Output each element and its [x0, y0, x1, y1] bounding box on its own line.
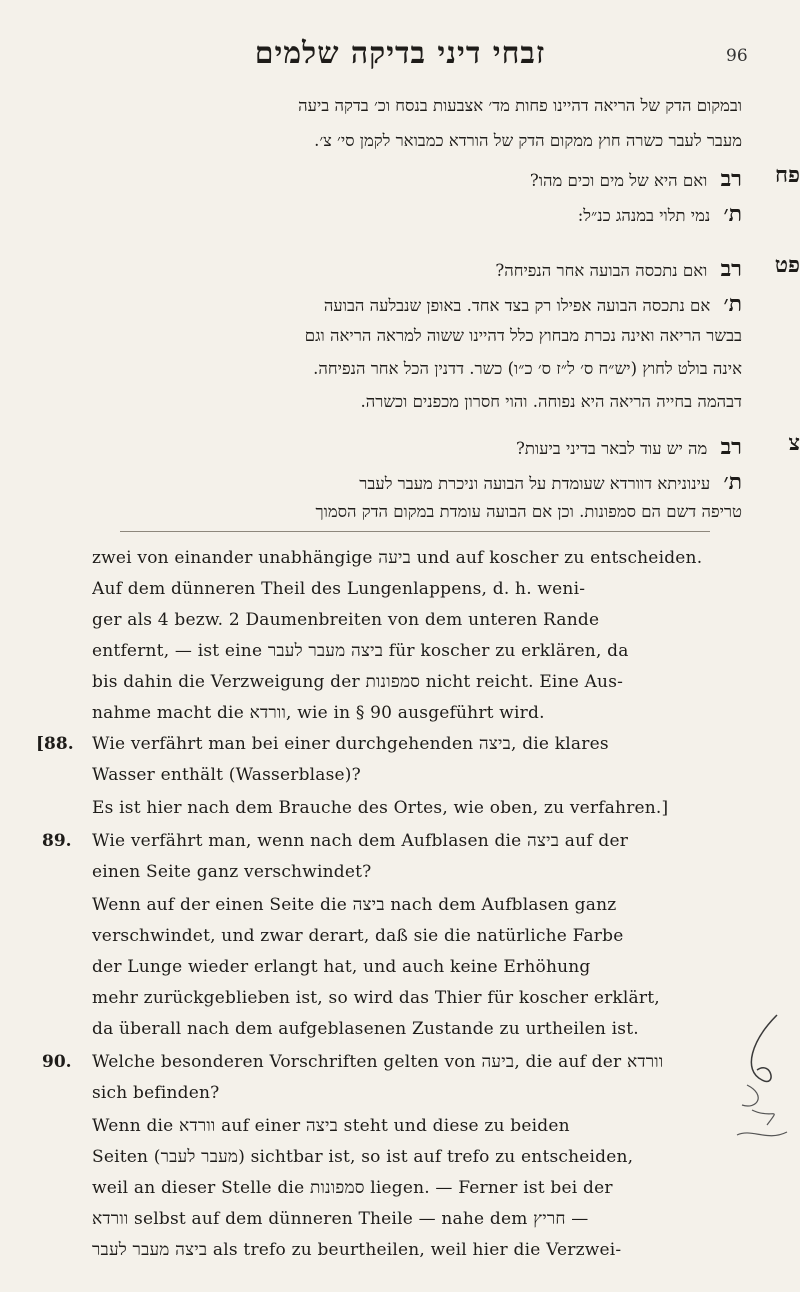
- german-line: Wenn auf der einen Seite die ביצה nach dem Aufblasen ganz: [92, 895, 617, 915]
- hebrew-line-text: דבהמה בחייה הריאה היא נפוחה. והוי חסרון מכפנים וכשרה.: [360, 392, 742, 411]
- answer-lead: ת׳: [723, 201, 742, 227]
- answer-lead: ת׳: [723, 469, 742, 495]
- hebrew-line: [82, 252, 800, 282]
- german-line: nahme macht die וורדא, wie in § 90 ausgeführt wird.: [92, 703, 545, 723]
- german-line: Wasser enthält (Wasserblase)?: [92, 765, 361, 785]
- german-line: Seiten (מעבר לעבר) sichtbar ist, so ist auf trefo zu entscheiden,: [92, 1147, 634, 1167]
- hebrew-line: [82, 162, 800, 192]
- hebrew-line: [82, 502, 742, 522]
- german-line: einen Seite ganz verschwindet?: [92, 862, 372, 882]
- hebrew-line-text: טריפה דשם הם סמפונות. וכן אם הבועה עומדת במקום הדק הסמוך: [315, 502, 742, 521]
- hebrew-line: [82, 201, 742, 227]
- hebrew-line-text: מעבר לעבר כשרה חוץ ממקום הדק של הורדא כמבואר לקמן סי׳ צ׳.: [314, 131, 742, 150]
- page-header: [0, 30, 800, 80]
- german-line: Auf dem dünneren Theil des Lungenlappens, d. h. weni-: [92, 579, 586, 599]
- hebrew-line: [82, 131, 742, 151]
- german-line: Wenn die וורדא auf einer ביצה steht und diese zu beiden: [92, 1116, 570, 1136]
- hebrew-line-text: מה יש עוד לבאר בדיני ביעות?: [515, 439, 708, 458]
- german-line: ger als 4 bezw. 2 Daumenbreiten von dem unteren Rande: [92, 610, 600, 630]
- hebrew-line-text: אם נתכסה הבועה אפילו רק בצד אחד. באופן שנבלעה הבועה: [323, 296, 711, 315]
- hebrew-line: [82, 430, 800, 460]
- german-text-block: [36, 548, 720, 1278]
- german-line: ביצה מעבר לעבר als trefo zu beurtheilen, weil hier die Verzwei-: [92, 1240, 622, 1260]
- question-lead: רב: [720, 166, 742, 192]
- german-line: Wie verfährt man bei einer durchgehenden ביצה, die klares: [92, 734, 609, 754]
- german-line: der Lunge wieder erlangt hat, und auch keine Erhöhung: [92, 957, 591, 977]
- hebrew-line: [82, 392, 742, 412]
- hebrew-text-block: [82, 96, 800, 526]
- german-line: weil an dieser Stelle die סמפונות liegen. — Ferner ist bei der: [92, 1178, 613, 1198]
- page-title: זבחי דיני בדיקה שלמים: [254, 36, 546, 71]
- hebrew-line-text: ובמקום הדק של הריאה דהיינו פחות מד׳ אצבעות בנסח וכ׳ בדקה ביעה: [298, 96, 742, 115]
- hebrew-line: [82, 96, 742, 116]
- german-line: Es ist hier nach dem Brauche des Ortes, wie oben, zu verfahren.]: [92, 798, 669, 818]
- hebrew-line: [82, 359, 742, 379]
- german-line: bis dahin die Verzweigung der סמפונות nicht reicht. Eine Aus-: [92, 672, 624, 692]
- hebrew-line: [82, 326, 742, 346]
- german-line: Wie verfährt man, wenn nach dem Aufblasen die ביצה auf der: [92, 831, 629, 851]
- page-number: 96: [726, 46, 748, 66]
- answer-lead: ת׳: [723, 291, 742, 317]
- german-line: zwei von einander unabhängige ביעה und auf koscher zu entscheiden.: [92, 548, 703, 568]
- question-number: 90.: [42, 1052, 72, 1072]
- hebrew-line-text: בבשר הריאה ואינה נכרת מבחוץ כלל דהיינו ששוה למראה הריאה וגם: [304, 326, 742, 345]
- hebrew-line-text: נמי תלוי במנהג כנ״ל:: [577, 206, 711, 225]
- hebrew-line-text: עינוניתא דוורדא שעומדת על הבועה וניכרת מעבר לעבר: [359, 474, 711, 493]
- hebrew-line: [82, 291, 742, 317]
- german-line: entfernt, — ist eine ביצה מעבר לעבר für koscher zu erklären, da: [92, 641, 629, 661]
- german-line: וורדא selbst auf dem dünneren Theile — nahe dem חריץ —: [92, 1209, 589, 1229]
- german-line: verschwindet, und zwar derart, daß sie die natürliche Farbe: [92, 926, 624, 946]
- section-marker: פט: [774, 252, 800, 278]
- hebrew-line-text: ואם היא של מים וכים מהו?: [529, 171, 708, 190]
- german-line: mehr zurückgeblieben ist, so wird das Thier für koscher erklärt,: [92, 988, 660, 1008]
- german-line: sich befinden?: [92, 1083, 220, 1103]
- handwritten-margin-note: [732, 1010, 792, 1150]
- section-marker: פח: [775, 162, 800, 188]
- hebrew-line-text: ואם נתכסה הבועה אחר הנפיחה?: [495, 261, 708, 280]
- question-lead: רב: [720, 256, 742, 282]
- hebrew-line-text: אינה בולט לחוץ (יש״ח ס׳ ל״ז ס׳ כ״ו) כשר. דדנין הכל אחר הנפיחה.: [313, 359, 742, 378]
- german-line: da überall nach dem aufgeblasenen Zustande zu urtheilen ist.: [92, 1019, 639, 1039]
- german-line: Welche besonderen Vorschriften gelten von ביעה, die auf der וורדא: [92, 1052, 664, 1072]
- question-number: [88.: [36, 734, 74, 754]
- section-marker: צ: [788, 430, 800, 456]
- question-number: 89.: [42, 831, 72, 851]
- section-divider: [120, 531, 710, 532]
- hebrew-line: [82, 469, 742, 495]
- question-lead: רב: [720, 434, 742, 460]
